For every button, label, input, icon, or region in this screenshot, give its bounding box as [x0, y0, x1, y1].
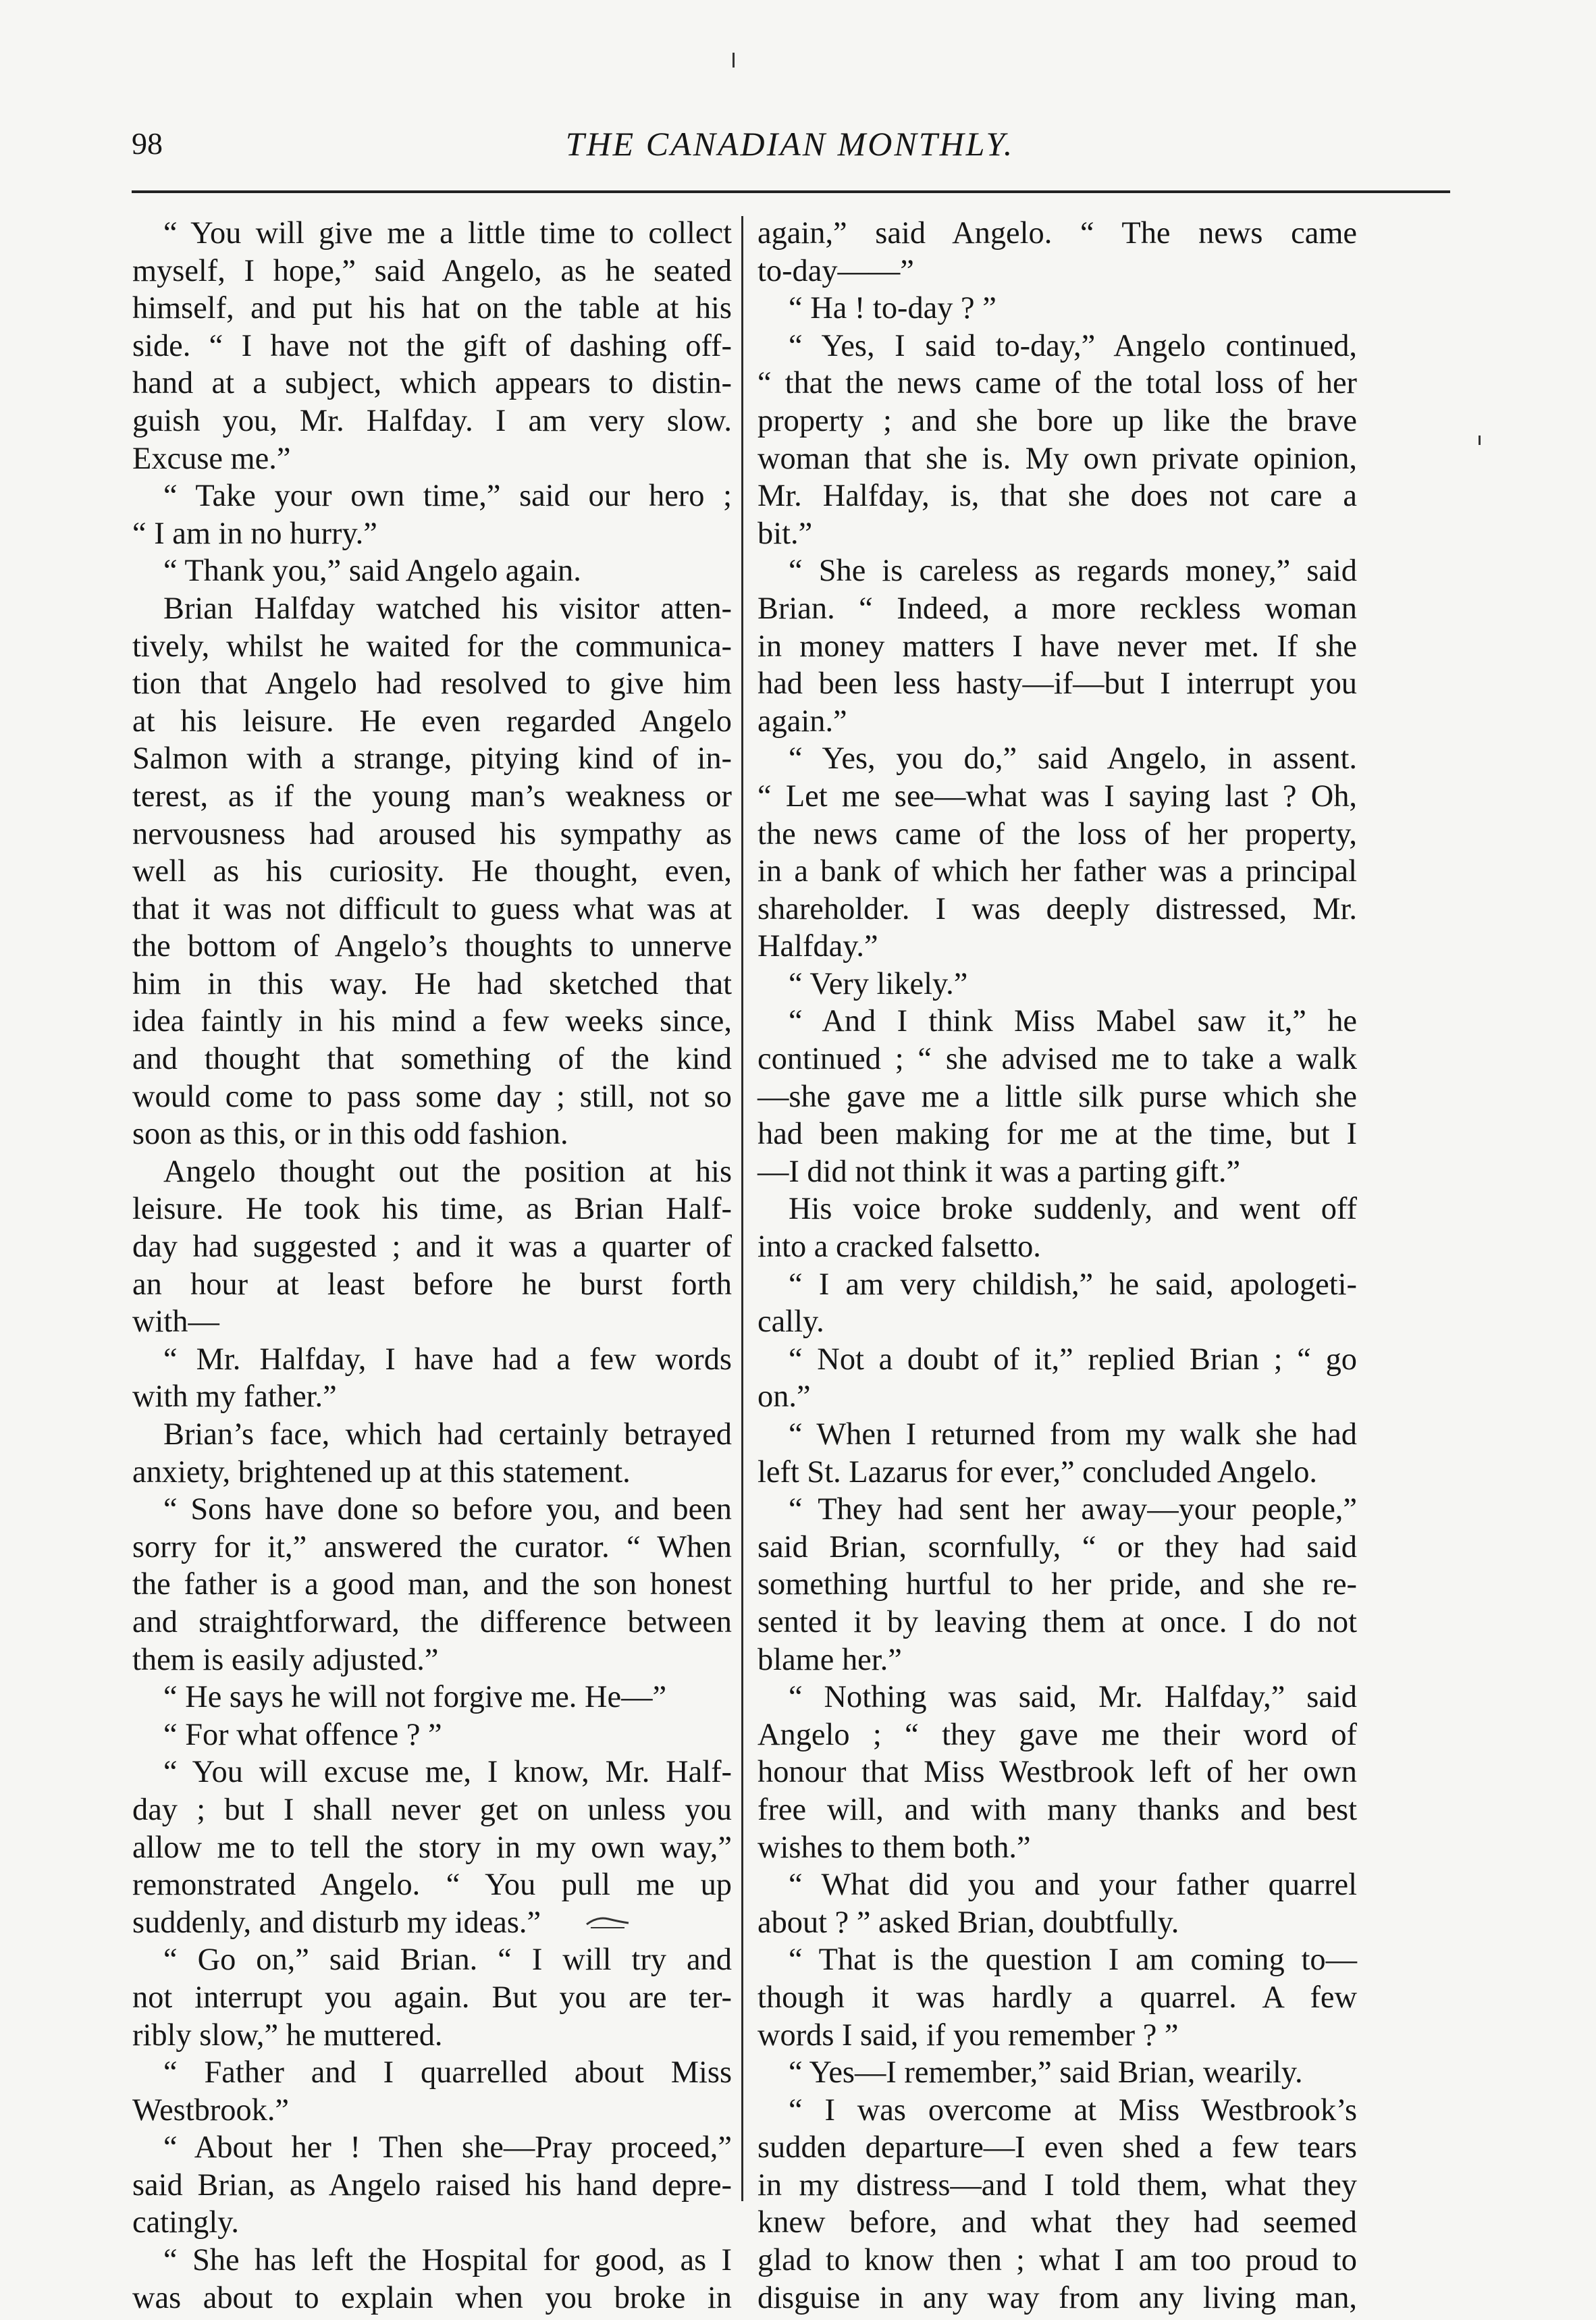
text-line: “ What did you and your father quarrel [789, 1868, 1357, 1903]
text-line: honour that Miss Westbrook left of her own [757, 1755, 1357, 1790]
text-line: “ You will excuse me, I know, Mr. Half- [163, 1755, 732, 1790]
text-line: leisure. He took his time, as Brian Half- [132, 1192, 732, 1227]
text-line: the bottom of Angelo’s thoughts to unnerve [132, 929, 732, 964]
text-line: Brian. “ Indeed, a more reckless woman [757, 591, 1357, 626]
text-line: “ Ha ! to-day ? ” [789, 291, 996, 326]
text-line: property ; and she bore up like the brave [757, 403, 1357, 438]
text-line: “ Nothing was said, Mr. Halfday,” said [789, 1680, 1357, 1715]
text-line: again.” [757, 704, 847, 739]
text-line: Halfday.” [757, 929, 878, 964]
header-rule [132, 190, 1450, 193]
text-line: remonstrated Angelo. “ You pull me up [132, 1868, 732, 1903]
text-line: would come to pass some day ; still, not so [132, 1079, 732, 1114]
text-line: well as his curiosity. He thought, even, [132, 854, 732, 889]
column-divider [741, 216, 743, 2201]
text-line: day ; but I shall never get on unless you [132, 1792, 732, 1827]
text-line: sudden departure—I even shed a few tears [757, 2130, 1357, 2165]
text-line: “ Mr. Halfday, I have had a few words [163, 1342, 732, 1377]
text-line: myself, I hope,” said Angelo, as he seated [132, 253, 732, 288]
text-line: “ They had sent her away—your people,” [789, 1492, 1357, 1527]
text-line: had been less hasty—if—but I interrupt you [757, 666, 1357, 702]
text-line: words I said, if you remember ? ” [757, 2018, 1179, 2053]
text-line: “ Take your own time,” said our hero ; [163, 479, 732, 514]
text-line: Excuse me.” [132, 441, 291, 476]
text-line: wishes to them both.” [757, 1830, 1031, 1865]
text-line: “ Sons have done so before you, and been [163, 1492, 732, 1527]
text-line: “ About her ! Then she—Pray proceed,” [163, 2130, 732, 2165]
text-line: them is easily adjusted.” [132, 1642, 439, 1677]
text-line: “ I am very childish,” he said, apologeti- [789, 1267, 1357, 1302]
text-line: nervousness had aroused his sympathy as [132, 816, 732, 851]
text-line: Westbrook.” [132, 2092, 290, 2128]
text-line: “ For what offence ? ” [163, 1717, 442, 1752]
page-number: 98 [132, 126, 163, 161]
text-line: “ Yes—I remember,” said Brian, wearily. [789, 2055, 1303, 2090]
text-line: bit.” [757, 516, 813, 551]
text-line: Brian Halfday watched his visitor atten- [163, 591, 732, 626]
text-line: him in this way. He had sketched that [132, 966, 732, 1001]
text-line: shareholder. I was deeply distressed, Mr. [757, 891, 1357, 926]
text-line: allow me to tell the story in my own way,” [132, 1830, 732, 1865]
text-line: ribly slow,” he muttered. [132, 2018, 443, 2053]
text-line: again,” said Angelo. “ The news came [757, 216, 1357, 251]
text-line: disguise in any way from any living man, [757, 2280, 1357, 2315]
text-line: “ She has left the Hospital for good, as I [163, 2243, 732, 2278]
text-line: “ I am in no hurry.” [132, 516, 377, 551]
running-title: THE CANADIAN MONTHLY. [565, 125, 1015, 163]
text-line: at his leisure. He even regarded Angelo [132, 704, 732, 739]
text-line: Angelo thought out the position at his [163, 1154, 732, 1189]
text-line: on.” [757, 1379, 811, 1415]
text-line: blame her.” [757, 1642, 902, 1677]
text-line: said Brian, as Angelo raised his hand depre- [132, 2167, 732, 2203]
text-line: woman that she is. My own private opinion, [757, 441, 1357, 476]
text-line: said Brian, scornfully, “ or they had said [757, 1529, 1357, 1564]
text-line: had been making for me at the time, but I [757, 1117, 1357, 1152]
text-line: anxiety, brightened up at this statement. [132, 1454, 631, 1489]
text-line: Angelo ; “ they gave me their word of [757, 1717, 1357, 1752]
text-line: “ He says he will not forgive me. He—” [163, 1680, 667, 1715]
ink-flourish [584, 1909, 631, 1930]
text-line: that it was not difficult to guess what was at [132, 891, 732, 926]
text-line: with— [132, 1304, 219, 1340]
text-line: terest, as if the young man’s weakness or [132, 779, 732, 814]
text-line: tively, whilst he waited for the communica- [132, 629, 732, 664]
text-line: hand at a subject, which appears to distin- [132, 366, 732, 401]
text-line: “ That is the question I am coming to— [789, 1943, 1357, 1978]
text-line: sented it by leaving them at once. I do not [757, 1604, 1357, 1639]
text-line: “ Thank you,” said Angelo again. [163, 554, 581, 589]
text-line: suddenly, and disturb my ideas.” [132, 1905, 541, 1940]
text-line: Salmon with a strange, pitying kind of in- [132, 741, 732, 776]
text-line: soon as this, or in this odd fashion. [132, 1117, 568, 1152]
text-line: “ And I think Miss Mabel saw it,” he [789, 1004, 1357, 1039]
text-line: —she gave me a little silk purse which she [757, 1079, 1357, 1114]
text-line: tion that Angelo had resolved to give him [132, 666, 732, 702]
text-line: was about to explain when you broke in [132, 2280, 732, 2315]
text-line: an hour at least before he burst forth [132, 1267, 732, 1302]
text-line: “ You will give me a little time to collect [163, 216, 732, 251]
text-line: the father is a good man, and the son honest [132, 1567, 732, 1602]
text-line: though it was hardly a quarrel. A few [757, 1980, 1357, 2015]
text-line: about ? ” asked Brian, doubtfully. [757, 1905, 1179, 1940]
text-line: sorry for it,” answered the curator. “ When [132, 1529, 732, 1564]
text-line: “ Not a doubt of it,” replied Brian ; “ go [789, 1342, 1357, 1377]
text-line: “ Very likely.” [789, 966, 968, 1001]
text-line: —I did not think it was a parting gift.” [757, 1154, 1241, 1189]
text-line: day had suggested ; and it was a quarter of [132, 1230, 732, 1265]
left-column [132, 215, 732, 2317]
text-line: glad to know then ; what I am too proud to [757, 2243, 1357, 2278]
page-header [132, 125, 1448, 179]
text-line: left St. Lazarus for ever,” concluded Angelo. [757, 1454, 1317, 1489]
text-line: “ She is careless as regards money,” said [789, 554, 1357, 589]
text-line: “ Yes, you do,” said Angelo, in assent. [789, 741, 1357, 776]
text-line: “ that the news came of the total loss of her [757, 366, 1357, 401]
text-line: guish you, Mr. Halfday. I am very slow. [132, 403, 732, 438]
text-line: to-day——” [757, 253, 914, 288]
text-line: “ When I returned from my walk she had [789, 1417, 1357, 1452]
text-line: catingly. [132, 2205, 240, 2240]
text-line: with my father.” [132, 1379, 337, 1415]
text-line: knew before, and what they had seemed [757, 2205, 1357, 2240]
text-line: “ I was overcome at Miss Westbrook’s [789, 2092, 1357, 2128]
text-line: cally. [757, 1304, 824, 1340]
text-line: “ Go on,” said Brian. “ I will try and [163, 1943, 732, 1978]
text-line: in money matters I have never met. If she [757, 629, 1357, 664]
text-line: the news came of the loss of her property, [757, 816, 1357, 851]
text-line: “ Father and I quarrelled about Miss [163, 2055, 732, 2090]
text-line: Mr. Halfday, is, that she does not care a [757, 479, 1357, 514]
stray-ink-mark [1479, 436, 1481, 445]
text-line: Brian’s face, which had certainly betrayed [163, 1417, 732, 1452]
text-line: in a bank of which her father was a principal [757, 854, 1357, 889]
text-line: and thought that something of the kind [132, 1042, 732, 1077]
text-line: His voice broke suddenly, and went off [789, 1192, 1357, 1227]
text-line: not interrupt you again. But you are ter- [132, 1980, 732, 2015]
right-column [757, 215, 1357, 2317]
text-line: himself, and put his hat on the table at his [132, 291, 732, 326]
text-line: in my distress—and I told them, what they [757, 2167, 1357, 2203]
text-line: and straightforward, the difference between [132, 1604, 732, 1639]
text-line: “ Let me see—what was I saying last ? Oh, [757, 779, 1357, 814]
text-line: something hurtful to her pride, and she re- [757, 1567, 1357, 1602]
text-line: free will, and with many thanks and best [757, 1792, 1357, 1827]
text-line: into a cracked falsetto. [757, 1230, 1041, 1265]
stray-ink-mark [733, 53, 735, 68]
text-line: side. “ I have not the gift of dashing off- [132, 328, 732, 363]
text-line: “ Yes, I said to-day,” Angelo continued, [789, 328, 1357, 363]
text-line: idea faintly in his mind a few weeks since, [132, 1004, 732, 1039]
text-line: continued ; “ she advised me to take a walk [757, 1042, 1357, 1077]
